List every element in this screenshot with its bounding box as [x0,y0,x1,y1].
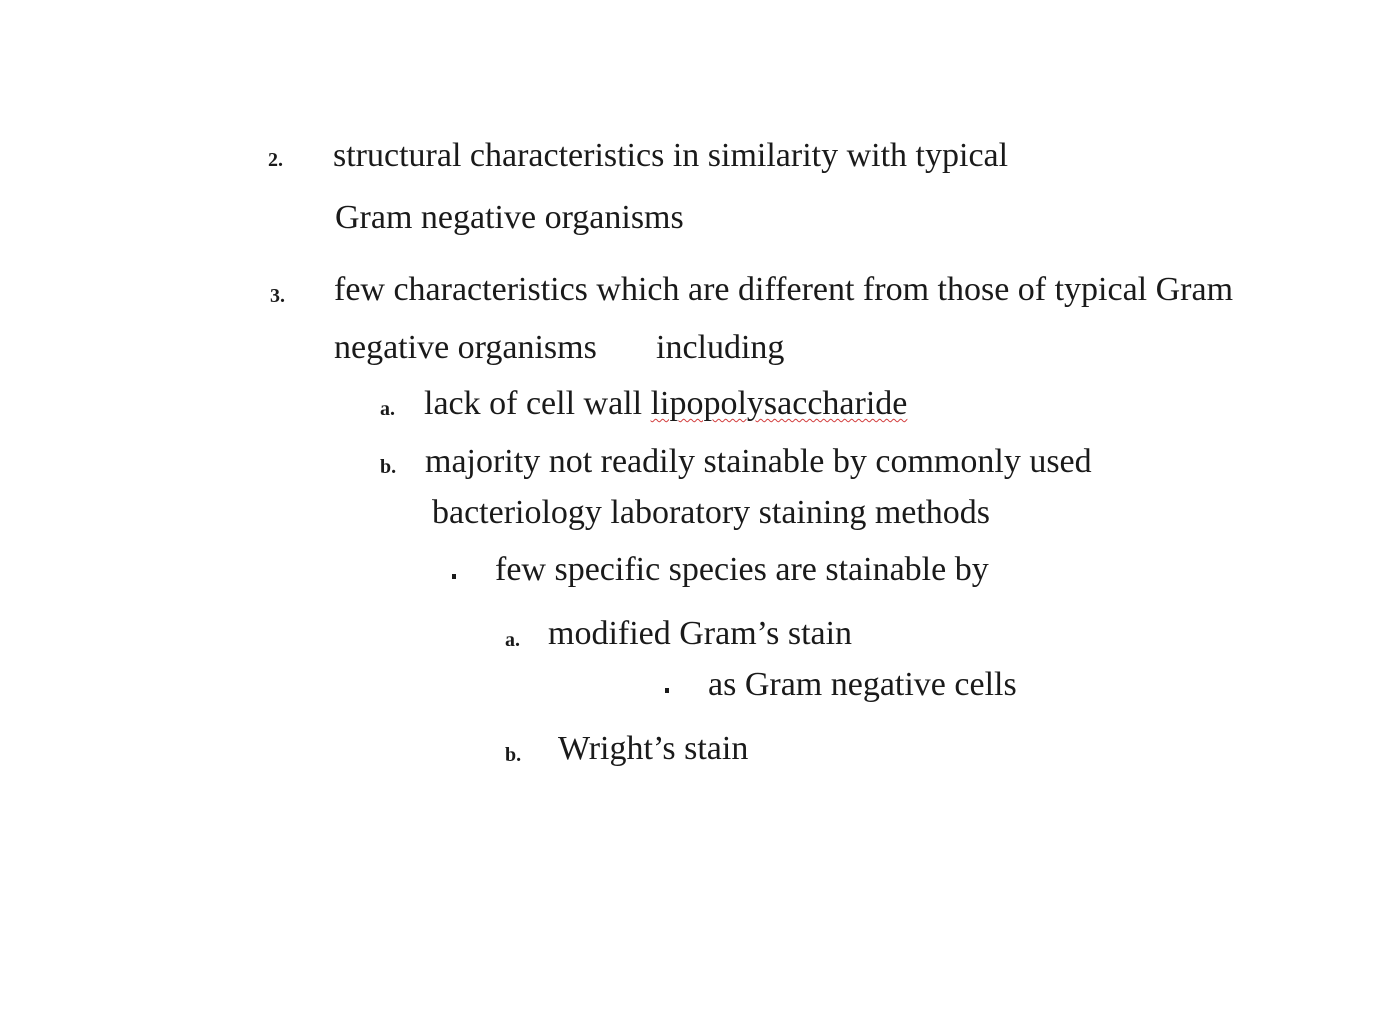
item-2-line-1: structural characteristics in similarity with typical [333,137,1009,174]
sub-b-line-1: majority not readily stainable by commonly used [425,443,1092,480]
nested-a-text: modified Gram’s stain [548,615,853,652]
nested-b-text: Wright’s stain [558,730,749,767]
sublist-marker-a: a. [380,398,395,420]
nested-bullet-dot [665,688,669,693]
item-3-line-2a: negative organisms [334,329,597,366]
item-3-line-1: few characteristics which are different from those of typical Gram [334,271,1234,308]
item-3-line-2b: including [656,329,785,366]
bullet-text: few specific species are stainable by [495,551,989,588]
nested-bullet-text: as Gram negative cells [708,666,1017,703]
item-2-line-2: Gram negative organisms [335,199,684,236]
list-marker-2: 2. [268,149,283,171]
sub-a-text-prefix: lack of cell wall [424,385,651,422]
list-marker-3: 3. [270,285,285,307]
sublist-marker-b: b. [380,456,397,478]
nested-marker-b: b. [505,744,522,766]
sub-a-text [424,387,907,421]
bullet-dot [452,574,456,579]
spellcheck-flagged-word[interactable]: lipopolysaccharide [650,385,908,422]
nested-marker-a: a. [505,629,520,651]
sub-b-line-2: bacteriology laboratory staining methods [432,494,991,531]
